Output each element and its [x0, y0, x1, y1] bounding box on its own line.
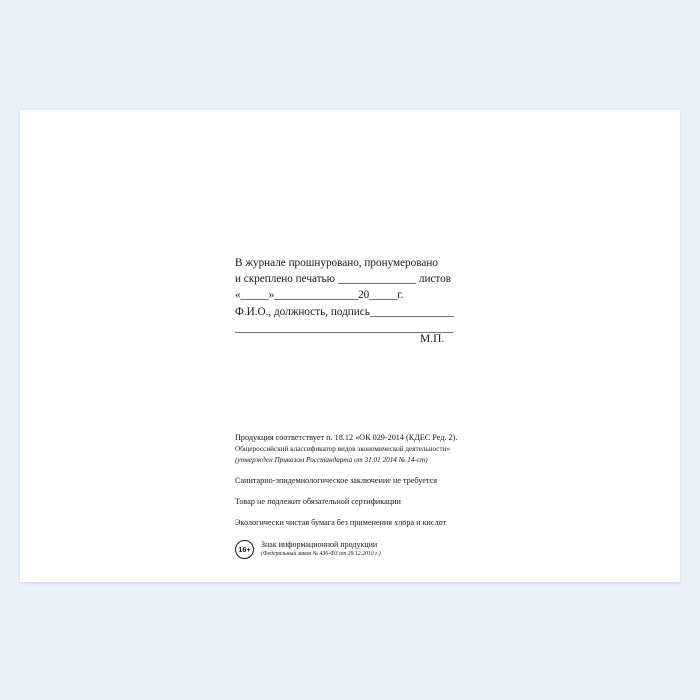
certification-requirement-line: Товар не подлежит обязательной сертификации: [235, 497, 401, 507]
certification-line-1: В журнале прошнуровано, пронумеровано: [235, 257, 438, 269]
footer-block: [235, 432, 555, 559]
age-rating-icon: 16+: [235, 540, 254, 559]
certification-line-4: Ф.И.О., должность, подпись_______________: [235, 305, 454, 318]
certification-line-2: и скреплено печатью ______________ листов: [235, 273, 452, 286]
conformity-line: Продукция соответствует п. 18.12 «ОК 029-2014 (КДЕС Ред. 2).: [235, 433, 458, 442]
footer-spacer-3: [235, 508, 555, 517]
info-mark-row: [235, 540, 555, 559]
certification-block: [235, 255, 535, 336]
footer-spacer-2: [235, 487, 555, 496]
sanitary-line: Санитарно-эпидемиологическое заключение не требуется: [235, 475, 437, 485]
certification-line-5: _______________________________________: [235, 321, 454, 334]
document-page: [20, 110, 680, 582]
footer-spacer-1: [235, 466, 555, 475]
approval-line: (утвержден Приказом Росстандарта от 31.01 2014 № 14-ст): [235, 456, 428, 465]
info-mark-title: Знак информационной продукции: [261, 540, 378, 550]
seal-mark: М.П.: [420, 333, 445, 345]
certification-line-3: «_____»_______________20_____г.: [235, 289, 404, 302]
info-mark-law: (Федеральный закон № 436-ФЗ от 29.12.2010 г.): [261, 550, 381, 557]
info-mark-text: [261, 540, 381, 558]
ecology-line: Экологически чистая бумага без применения хлора и кислот: [235, 518, 447, 528]
classifier-line: Общероссийский классификатор видов экономической деятельности»: [235, 445, 451, 454]
